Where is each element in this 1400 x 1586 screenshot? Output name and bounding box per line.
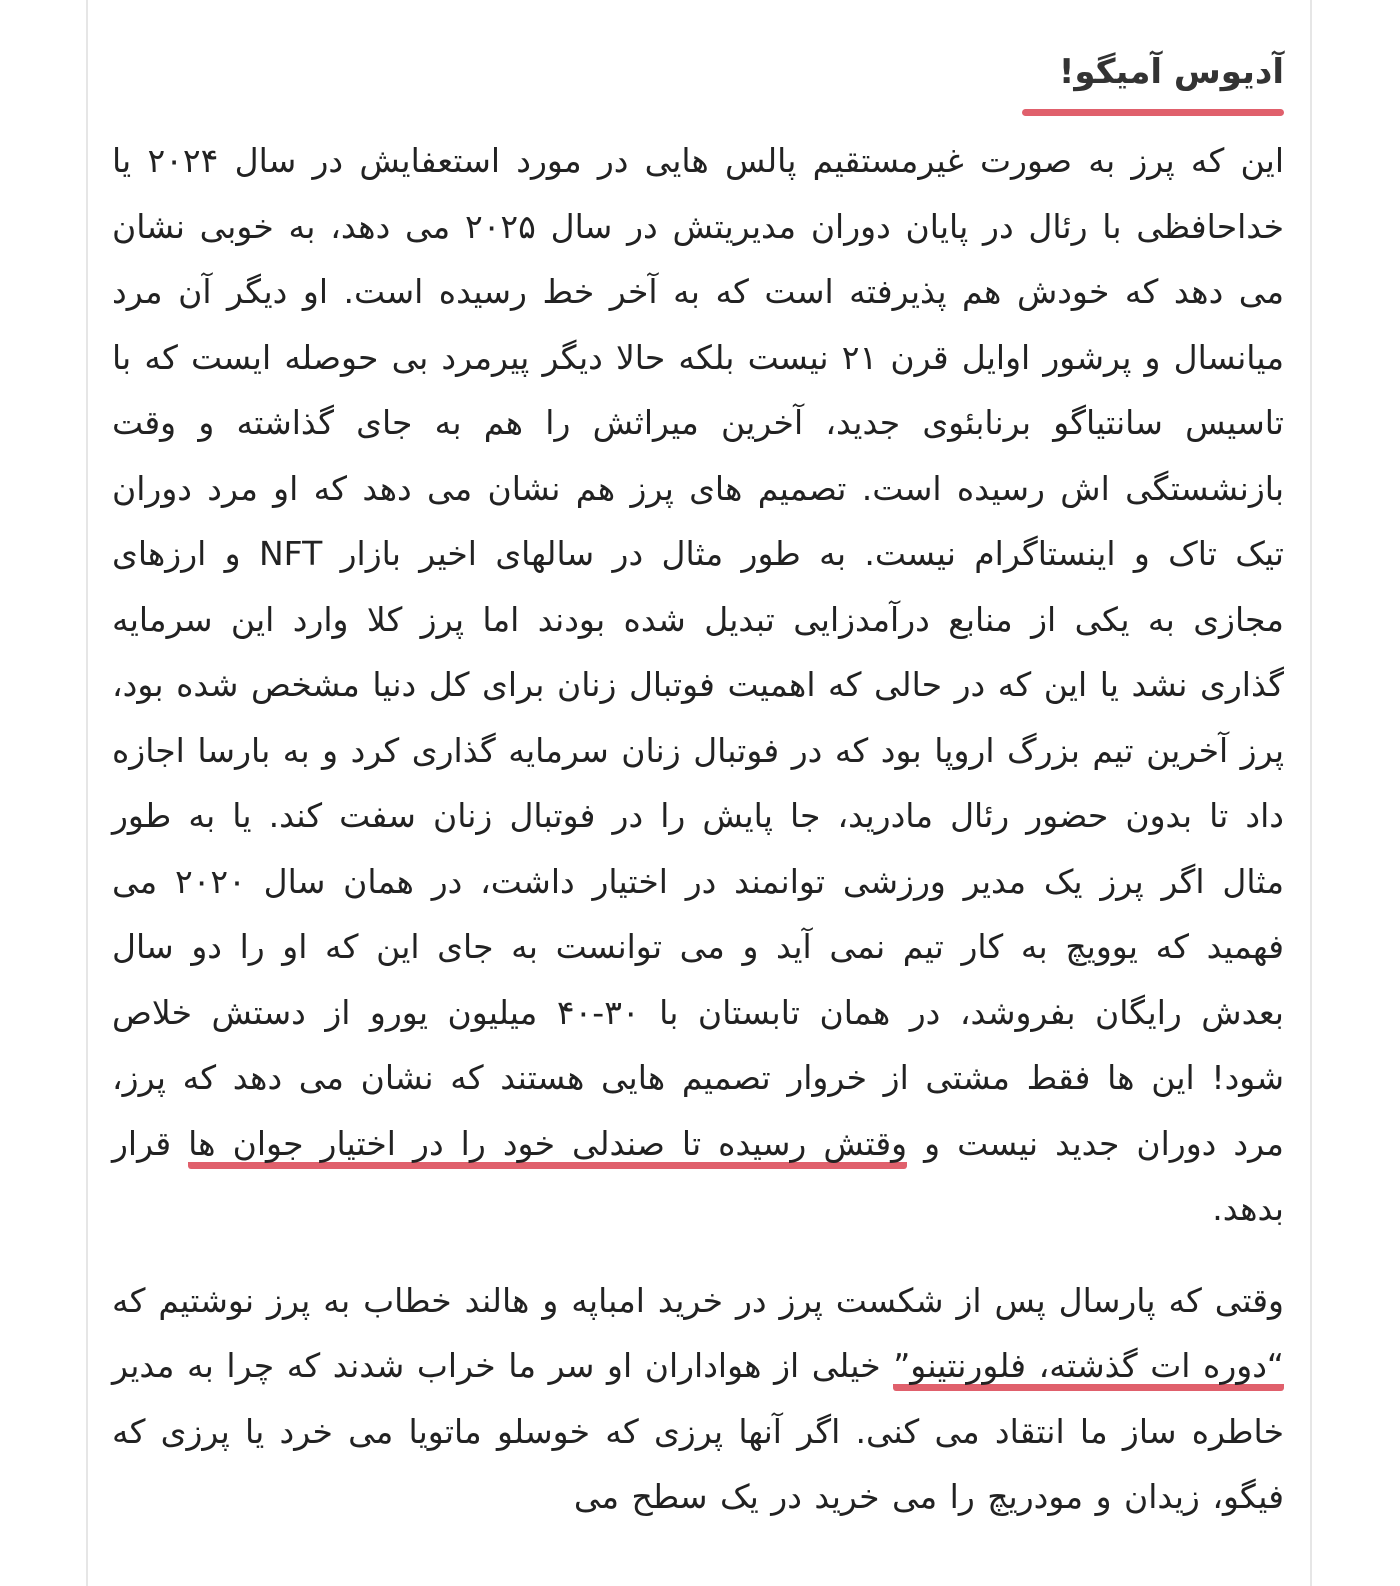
paragraph-2-text-end: خیلی از هواداران او سر ما خراب شدند که چرا به مدیر خاطره ساز ما انتقاد می کنی. اگر آنها پرزی که خوسلو ماتویا می خرد یا پرزی که فیگو، زیدان و مودریچ را می خرید در یک سطح می	[112, 1346, 1284, 1516]
paragraph-2-text-start: وقتی که پارسال پس از شکست پرز در خرید امباپه و هالند خطاب به پرز نوشتیم که	[112, 1280, 1284, 1320]
article-heading: آدیوس آمیگو!	[1058, 52, 1284, 92]
paragraph-1-text-start: این که پرز به صورت غیرمستقیم پالس هایی در مورد استعفایش در سال ۲۰۲۴ یا خداحافظی با رئال در پایان دوران مدیریتش در سال ۲۰۲۵ می دهد، به خوبی نشان می دهد که خودش هم پذیرفته است که به آخر خط رسیده است. او دیگر آن مرد میانسال و پرشور اوایل قرن ۲۱ نیست بلکه حالا دیگر پیرمرد بی حوصله ایست که با تاسیس سانتیاگو برنابئوی جدید، آخرین میراثش را هم به جای گذاشته و وقت بازنشستگی اش رسیده است. تصمیم های پرز هم نشان می دهد که او مرد دوران تیک تاک و اینستاگرام نیست. به طور مثال در سالهای اخیر بازار NFT و ارزهای مجازی به یکی از منابع درآمدزایی تبدیل شده بودند اما پرز کلا وارد این سرمایه گذاری نشد یا این که در حالی که اهمیت فوتبال زنان برای کل دنیا مشخص شده بود، پرز آخرین تیم بزرگ اروپا بود که در فوتبال زنان سرمایه گذاری کرد و به بارسا اجازه داد تا بدون حضور رئال مادرید، جا پایش را در فوتبال زنان سفت کند. یا به طور مثال اگر پرز یک مدیر ورزشی توانمند در اختیار داشت، در همان سال ۲۰۲۰ می فهمید که یوویچ به کار تیم نمی آید و می توانست به جای این که او را دو سال بعدش رایگان بفروشد، در همان تابستان با ۳۰-۴۰ میلیون یورو از دستش خلاص شود! این ها فقط مشتی از خروار تصمیم هایی هستند که نشان می دهد که پرز، مرد دوران جدید نیست و	[112, 141, 1285, 1163]
article-page	[86, 0, 1312, 1586]
paragraph-1-text-end: قرار بدهد.	[112, 1123, 1284, 1228]
paragraph-1	[112, 128, 1284, 1242]
heading-underline	[1022, 109, 1284, 116]
paragraph-1-highlight: وقتش رسیده تا صندلی خود را در اختیار جوان ها	[188, 1124, 907, 1169]
paragraph-2	[112, 1268, 1284, 1530]
article-body	[112, 128, 1284, 1556]
heading-block	[1059, 44, 1284, 106]
paragraph-2-highlight: “دوره ات گذشته، فلورنتینو”	[893, 1346, 1284, 1391]
